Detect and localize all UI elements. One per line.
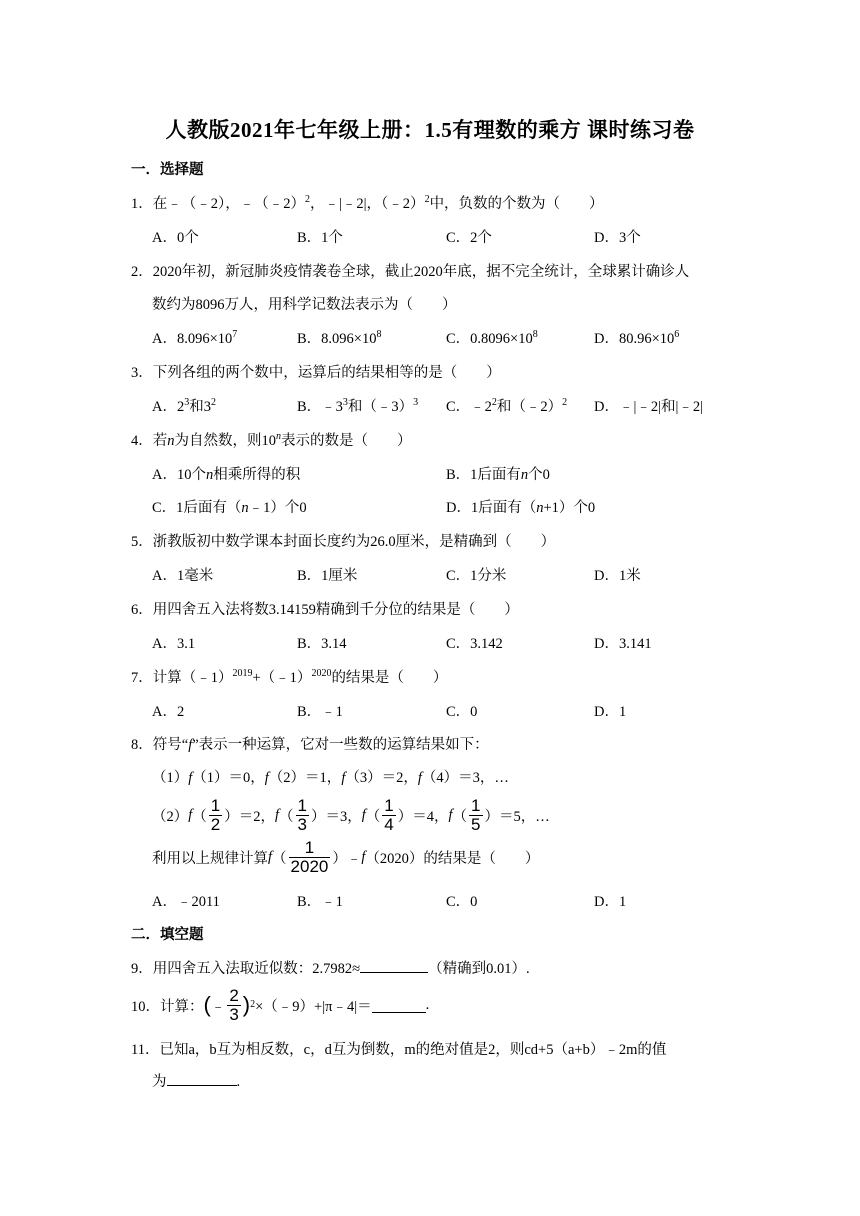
question-8: 8．符号“f”表示一种运算，它对一些数的运算结果如下： xyxy=(131,737,489,753)
question-6: 6．用四舍五入法将数3.14159精确到千分位的结果是（ ） xyxy=(131,602,519,618)
question-1: 1．在﹣（﹣2），﹣（﹣2）$^2$，﹣|﹣2|，（﹣2）$^2$中，负数的个数为（ ） xyxy=(131,194,604,212)
option-b: B．$8.096\times 10^8$ xyxy=(297,329,382,347)
question-number: 4． xyxy=(131,433,153,449)
answer-blank[interactable] xyxy=(372,998,426,1013)
question-number: 1． xyxy=(131,196,153,212)
option-d: D．﹣|﹣2|和|﹣2| xyxy=(594,399,704,415)
question-2: 2．2020年初，新冠肺炎疫情袭卷全球，截止2020年底，据不完全统计，全球累计确诊人 xyxy=(131,264,690,280)
option-c: C．0 xyxy=(446,894,478,910)
question-number: 2． xyxy=(131,264,153,280)
option-c: C．1分米 xyxy=(446,568,507,584)
rule-line-2: （2） f （ $\frac{1}{2}$ ） ＝2， f （ $\frac{1}{3}$ ） ＝3， f （ $\frac{1}{4}$ ） ＝4， f （ $\frac{1}{5}$ ） ＝5，… xyxy=(152,795,550,834)
question-number: 5． xyxy=(131,534,153,550)
option-b: B．﹣1 xyxy=(297,704,343,720)
section-heading-fill: 二．填空题 xyxy=(131,927,204,943)
fraction: $\frac{1}{2020}$ xyxy=(290,837,329,876)
question-number: 7． xyxy=(131,670,153,686)
question-2-line-2: 数约为8096万人，用科学记数法表示为（ ） xyxy=(152,297,457,313)
question-4: 4．若n为自然数，则10$^n$表示的数是（ ） xyxy=(131,431,412,449)
question-5: 5．浙教版初中数学课本封面长度约为26.0厘米，是精确到（ ） xyxy=(131,534,556,550)
option-a: A．0个 xyxy=(152,230,199,246)
question-9: 9．用四舍五入法取近似数：2.7982≈ （精确到0.01）. xyxy=(131,957,530,978)
option-a: A．3.1 xyxy=(152,636,196,652)
option-a: A．$8.096\times 10^7$ xyxy=(152,329,238,347)
fraction: $\frac{1}{3}$ xyxy=(297,795,307,834)
question-11: 11．已知a，b互为相反数，c，d互为倒数，m的绝对值是2，则cd+5（a+b）﹣2m的值 xyxy=(131,1042,667,1058)
option-c: C．3.142 xyxy=(446,636,503,652)
page-title: 人教版2021年七年级上册：1.5有理数的乘方 课时练习卷 xyxy=(165,118,695,142)
option-c: C．$0.8096\times 10^8$ xyxy=(446,329,538,347)
option-c: C．2个 xyxy=(446,230,492,246)
option-b: B．1厘米 xyxy=(297,568,358,584)
answer-blank[interactable] xyxy=(167,1071,237,1086)
option-a: A．2 xyxy=(152,704,185,720)
option-c: C．$﹣2^2$和（﹣2）$^2$ xyxy=(446,397,568,415)
question-number: 11． xyxy=(131,1042,160,1058)
option-d: D．3.141 xyxy=(594,636,652,652)
question-10: 10． 计算： ( ﹣ $\frac{2}{3}$ ) 2 ×（﹣9）+|π﹣4|＝ . xyxy=(131,985,430,1024)
fraction: $\frac{1}{2}$ xyxy=(210,795,221,834)
rule-line-1: （1）f（1）＝0，f（2）＝1，f（3）＝2，f（4）＝3，… xyxy=(152,770,509,786)
fraction: $\frac{1}{4}$ xyxy=(384,795,394,834)
option-d: D．$80.96\times 10^6$ xyxy=(594,329,680,347)
answer-blank[interactable] xyxy=(360,958,428,973)
question-3: 3．下列各组的两个数中，运算后的结果相等的是（ ） xyxy=(131,365,501,381)
question-number: 6． xyxy=(131,602,153,618)
option-a: A．1毫米 xyxy=(152,568,214,584)
option-d: D．1 xyxy=(594,704,627,720)
question-11-line-2: 为 . xyxy=(152,1070,240,1091)
option-b: B．$﹣3^3$和（﹣3）$^3$ xyxy=(297,397,419,415)
section-heading-choice: 一．选择题 xyxy=(131,162,204,178)
option-a: A．﹣2011 xyxy=(152,894,220,910)
option-d: D．1后面有（n+1）个0 xyxy=(446,500,596,516)
question-number: 8． xyxy=(131,737,153,753)
option-a: A．$2^3$和$3^2$ xyxy=(152,397,216,415)
question-number: 10． xyxy=(131,998,160,1015)
option-d: D．1米 xyxy=(594,568,641,584)
fraction: $\frac{2}{3}$ xyxy=(229,985,239,1024)
question-number: 3． xyxy=(131,365,153,381)
option-b: B．1个 xyxy=(297,230,343,246)
option-b: B．1后面有n个0 xyxy=(446,467,550,483)
rule-line-3: 利用以上规律计算 f （ $\frac{1}{2020}$ ） ﹣ f （2020）的结果是（ ） xyxy=(152,837,540,876)
question-7: 7．计算（﹣1）$^{2019}$+（﹣1）$^{2020}$的结果是（ ） xyxy=(131,668,448,686)
question-number: 9． xyxy=(131,961,153,977)
fraction: $\frac{1}{5}$ xyxy=(471,795,481,834)
option-b: B．3.14 xyxy=(297,636,347,652)
option-c: C．1后面有（n﹣1）个0 xyxy=(152,500,307,516)
option-d: D．1 xyxy=(594,894,627,910)
option-b: B．﹣1 xyxy=(297,894,343,910)
option-d: D．3个 xyxy=(594,230,641,246)
option-a: A．10个n相乘所得的积 xyxy=(152,467,301,483)
option-c: C．0 xyxy=(446,704,478,720)
